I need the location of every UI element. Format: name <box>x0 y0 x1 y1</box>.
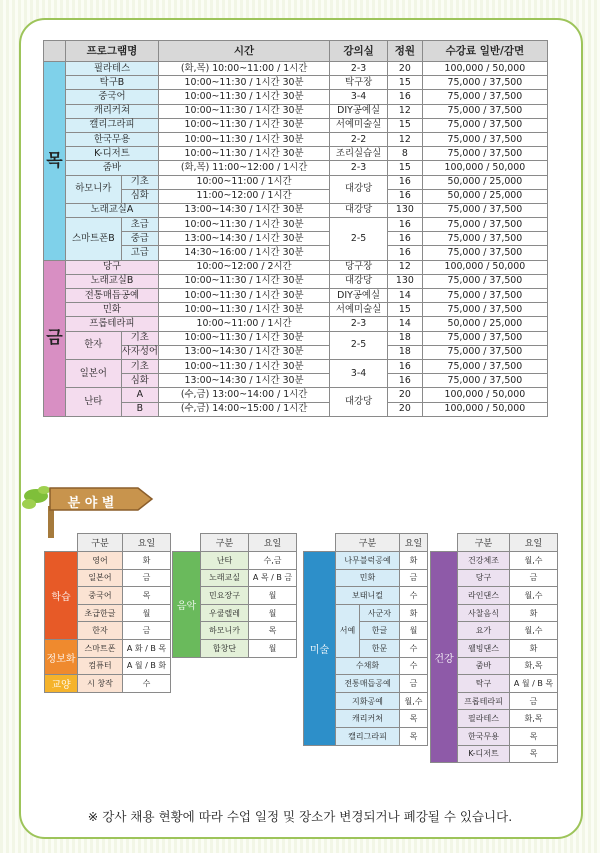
program-capacity: 16 <box>387 246 422 260</box>
class-day: A 목 / B 금 <box>249 569 297 587</box>
class-name: 웰빙댄스 <box>458 639 510 657</box>
sub-header-type: 구분 <box>201 534 249 552</box>
program-level: B <box>121 402 158 416</box>
program-level: 고급 <box>121 246 158 260</box>
program-fee: 50,000 / 25,000 <box>422 317 547 331</box>
class-day: 수 <box>400 639 428 657</box>
table-row <box>44 62 548 76</box>
program-name: 난타 <box>65 388 121 416</box>
class-name: 시 창작 <box>78 675 123 693</box>
program-time: 10:00~11:30 / 1시간 30분 <box>158 132 329 146</box>
program-name: 줌바 <box>65 161 158 175</box>
program-capacity: 16 <box>387 359 422 373</box>
program-fee: 75,000 / 37,500 <box>422 331 547 345</box>
day-label: 목 <box>44 62 66 261</box>
program-room: DIY공예실 <box>330 289 388 303</box>
program-name: 캘리그라피 <box>65 118 158 132</box>
list-item <box>45 675 171 693</box>
class-name: 줌바 <box>458 657 510 675</box>
class-day: 월,수 <box>400 692 428 710</box>
table-row <box>44 118 548 132</box>
class-name: 하모니카 <box>201 622 249 640</box>
program-capacity: 16 <box>387 175 422 189</box>
header-capacity: 정원 <box>387 41 422 62</box>
program-time: 13:00~14:30 / 1시간 30분 <box>158 203 329 217</box>
program-room: 당구장 <box>330 260 388 274</box>
program-capacity: 15 <box>387 161 422 175</box>
class-day: 월,수 <box>510 552 558 570</box>
class-name: 일본어 <box>78 569 123 587</box>
table-row <box>44 203 548 217</box>
program-level: 사자성어 <box>121 345 158 359</box>
class-name: 컴퓨터 <box>78 657 123 675</box>
class-day: 화,목 <box>510 657 558 675</box>
program-room: 대강당 <box>330 175 388 203</box>
program-capacity: 20 <box>387 388 422 402</box>
program-name: 중국어 <box>65 90 158 104</box>
table-row <box>44 90 548 104</box>
list-item <box>431 552 558 570</box>
class-name: 사군자 <box>360 604 400 622</box>
program-capacity: 12 <box>387 104 422 118</box>
class-day: 수 <box>400 587 428 605</box>
category-table-4 <box>430 533 558 763</box>
program-fee: 75,000 / 37,500 <box>422 132 547 146</box>
program-level: 중급 <box>121 232 158 246</box>
table-row <box>44 104 548 118</box>
program-capacity: 16 <box>387 374 422 388</box>
table-row <box>44 274 548 288</box>
program-time: 10:00~11:30 / 1시간 30분 <box>158 118 329 132</box>
program-fee: 100,000 / 50,000 <box>422 62 547 76</box>
program-fee: 75,000 / 37,500 <box>422 246 547 260</box>
class-day: 월 <box>249 639 297 657</box>
list-item <box>173 552 297 570</box>
program-room: DIY공예실 <box>330 104 388 118</box>
header-fee: 수강료 일반/감면 <box>422 41 547 62</box>
sub-header-type: 구분 <box>458 534 510 552</box>
program-name: 탁구B <box>65 76 158 90</box>
program-room: 2-3 <box>330 161 388 175</box>
program-time: 10:00~11:30 / 1시간 30분 <box>158 218 329 232</box>
program-name: 한자 <box>65 331 121 359</box>
program-capacity: 16 <box>387 189 422 203</box>
class-name: 캘리그라피 <box>336 727 400 745</box>
program-time: 10:00~11:30 / 1시간 30분 <box>158 331 329 345</box>
program-time: 10:00~11:30 / 1시간 30분 <box>158 76 329 90</box>
class-day: 금 <box>400 569 428 587</box>
table-row <box>44 303 548 317</box>
category-info: 정보화 <box>45 639 78 674</box>
program-fee: 75,000 / 37,500 <box>422 345 547 359</box>
class-name: 수채화 <box>336 657 400 675</box>
header-time: 시간 <box>158 41 329 62</box>
program-fee: 100,000 / 50,000 <box>422 260 547 274</box>
class-name: 탁구 <box>458 675 510 693</box>
program-time: 10:00~11:30 / 1시간 30분 <box>158 359 329 373</box>
class-day: 화 <box>510 604 558 622</box>
class-day: 월 <box>400 622 428 640</box>
class-day: 금 <box>510 692 558 710</box>
signpost-label: 분 야 별 <box>67 496 115 511</box>
program-name: 스마트폰B <box>65 218 121 261</box>
program-time: 10:00~11:30 / 1시간 30분 <box>158 90 329 104</box>
class-name: 민화 <box>336 569 400 587</box>
table-row <box>44 331 548 345</box>
table-row <box>44 161 548 175</box>
thursday-friday-schedule-table <box>43 40 548 417</box>
class-name: 한글 <box>360 622 400 640</box>
class-day: 목 <box>510 745 558 763</box>
program-fee: 75,000 / 37,500 <box>422 147 547 161</box>
program-fee: 75,000 / 37,500 <box>422 232 547 246</box>
class-name: 사찰음식 <box>458 604 510 622</box>
program-name: 전통매듭공예 <box>65 289 158 303</box>
program-name: 노래교실B <box>65 274 158 288</box>
class-day: 목 <box>249 622 297 640</box>
sub-header-day: 요일 <box>400 534 428 552</box>
class-day: 월,수 <box>510 622 558 640</box>
program-fee: 100,000 / 50,000 <box>422 402 547 416</box>
program-fee: 75,000 / 37,500 <box>422 274 547 288</box>
class-day: 수 <box>400 657 428 675</box>
program-room: 2-3 <box>330 317 388 331</box>
program-fee: 50,000 / 25,000 <box>422 175 547 189</box>
program-room: 서예미술실 <box>330 303 388 317</box>
program-time: 10:00~11:30 / 1시간 30분 <box>158 289 329 303</box>
program-capacity: 12 <box>387 132 422 146</box>
class-day: 금 <box>510 569 558 587</box>
program-fee: 75,000 / 37,500 <box>422 118 547 132</box>
category-table-3 <box>303 533 428 746</box>
program-time: (수,금) 14:00~15:00 / 1시간 <box>158 402 329 416</box>
program-room: 3-4 <box>330 90 388 104</box>
program-level: 기초 <box>121 331 158 345</box>
class-day: 수 <box>123 675 171 693</box>
class-day: 금 <box>123 569 171 587</box>
program-capacity: 16 <box>387 232 422 246</box>
sub-header-day: 요일 <box>510 534 558 552</box>
category-art: 미술 <box>304 552 336 746</box>
program-fee: 75,000 / 37,500 <box>422 218 547 232</box>
class-day: 화 <box>400 604 428 622</box>
category-table-1 <box>44 533 171 693</box>
notice-text: ※ 강사 채용 현황에 따라 수업 일정 및 장소가 변경되거나 폐강될 수 있습니다. <box>87 809 513 824</box>
class-name: 보태니컬 <box>336 587 400 605</box>
class-day: 화 <box>400 552 428 570</box>
program-room: 2-3 <box>330 62 388 76</box>
program-capacity: 8 <box>387 147 422 161</box>
program-name: 노래교실A <box>65 203 158 217</box>
class-name: 필라테스 <box>458 710 510 728</box>
program-name: 일본어 <box>65 359 121 387</box>
program-capacity: 20 <box>387 62 422 76</box>
program-time: (화,목) 11:00~12:00 / 1시간 <box>158 161 329 175</box>
program-fee: 75,000 / 37,500 <box>422 203 547 217</box>
program-time: 14:30~16:00 / 1시간 30분 <box>158 246 329 260</box>
category-culture: 교양 <box>45 675 78 693</box>
class-name: 지화공예 <box>336 692 400 710</box>
program-capacity: 15 <box>387 118 422 132</box>
category-music: 음악 <box>173 552 201 658</box>
class-name: 난타 <box>201 552 249 570</box>
program-time: 10:00~11:00 / 1시간 <box>158 175 329 189</box>
category-health: 건강 <box>431 552 458 763</box>
day-label: 금 <box>44 260 66 416</box>
class-day: 월,수 <box>510 587 558 605</box>
program-level: A <box>121 388 158 402</box>
table-row <box>44 289 548 303</box>
sub-header-day: 요일 <box>123 534 171 552</box>
class-name: 나무블럭공예 <box>336 552 400 570</box>
program-name: 한국무용 <box>65 132 158 146</box>
program-fee: 75,000 / 37,500 <box>422 76 547 90</box>
program-time: 10:00~11:30 / 1시간 30분 <box>158 104 329 118</box>
program-level: 심화 <box>121 374 158 388</box>
program-capacity: 15 <box>387 76 422 90</box>
program-name: K-디저트 <box>65 147 158 161</box>
program-capacity: 16 <box>387 90 422 104</box>
class-day: A 월 / B 목 <box>510 675 558 693</box>
sub-header-type: 구분 <box>336 534 400 552</box>
table-header-row <box>44 41 548 62</box>
program-fee: 75,000 / 37,500 <box>422 289 547 303</box>
program-name: 필라테스 <box>65 62 158 76</box>
list-item <box>45 639 171 657</box>
class-day: 수,금 <box>249 552 297 570</box>
table-row <box>44 147 548 161</box>
program-capacity: 14 <box>387 289 422 303</box>
class-day: 화 <box>123 552 171 570</box>
program-time: 10:00~11:30 / 1시간 30분 <box>158 274 329 288</box>
class-name: 전통매듭공예 <box>336 675 400 693</box>
program-capacity: 20 <box>387 402 422 416</box>
class-day: 목 <box>510 727 558 745</box>
program-fee: 100,000 / 50,000 <box>422 388 547 402</box>
table-row <box>44 359 548 373</box>
list-item <box>45 552 171 570</box>
program-capacity: 18 <box>387 331 422 345</box>
class-day: 금 <box>400 675 428 693</box>
program-time: 10:00~12:00 / 2시간 <box>158 260 329 274</box>
program-room: 2-5 <box>330 331 388 359</box>
program-fee: 75,000 / 37,500 <box>422 90 547 104</box>
program-fee: 75,000 / 37,500 <box>422 374 547 388</box>
program-time: 11:00~12:00 / 1시간 <box>158 189 329 203</box>
table-row <box>44 76 548 90</box>
program-level: 초급 <box>121 218 158 232</box>
program-level: 기초 <box>121 359 158 373</box>
program-capacity: 130 <box>387 203 422 217</box>
table-row <box>44 260 548 274</box>
program-capacity: 18 <box>387 345 422 359</box>
class-day: 목 <box>400 727 428 745</box>
program-room: 조리실습실 <box>330 147 388 161</box>
program-room: 2-2 <box>330 132 388 146</box>
class-name: 프롭테라피 <box>458 692 510 710</box>
program-room: 3-4 <box>330 359 388 387</box>
program-time: 13:00~14:30 / 1시간 30분 <box>158 345 329 359</box>
class-day: 월 <box>249 604 297 622</box>
class-name: 중국어 <box>78 587 123 605</box>
class-day: 금 <box>123 622 171 640</box>
class-name: 라인댄스 <box>458 587 510 605</box>
program-time: 13:00~14:30 / 1시간 30분 <box>158 232 329 246</box>
program-level: 심화 <box>121 189 158 203</box>
class-day: 화 <box>510 639 558 657</box>
program-name: 프롭테라피 <box>65 317 158 331</box>
program-name: 당구 <box>65 260 158 274</box>
table-row <box>44 132 548 146</box>
program-room: 탁구장 <box>330 76 388 90</box>
sub-header-type: 구분 <box>78 534 123 552</box>
program-name: 하모니카 <box>65 175 121 203</box>
table-row <box>44 388 548 402</box>
header-room: 강의실 <box>330 41 388 62</box>
class-name: 요가 <box>458 622 510 640</box>
program-name: 민화 <box>65 303 158 317</box>
program-fee: 75,000 / 37,500 <box>422 303 547 317</box>
sub-group-label: 서예 <box>336 604 360 657</box>
class-day: 목 <box>400 710 428 728</box>
program-time: 10:00~11:00 / 1시간 <box>158 317 329 331</box>
header-day <box>44 41 66 62</box>
category-study: 학습 <box>45 552 78 640</box>
program-room: 대강당 <box>330 274 388 288</box>
program-time: 13:00~14:30 / 1시간 30분 <box>158 374 329 388</box>
class-name: 민요장구 <box>201 587 249 605</box>
program-room: 대강당 <box>330 388 388 416</box>
program-fee: 100,000 / 50,000 <box>422 161 547 175</box>
table-row <box>44 175 548 189</box>
class-name: 당구 <box>458 569 510 587</box>
program-capacity: 14 <box>387 317 422 331</box>
header-program: 프로그램명 <box>65 41 158 62</box>
program-time: (화,목) 10:00~11:00 / 1시간 <box>158 62 329 76</box>
program-capacity: 12 <box>387 260 422 274</box>
class-name: 영어 <box>78 552 123 570</box>
table-row <box>44 218 548 232</box>
class-day: 월 <box>123 604 171 622</box>
class-day: A 화 / B 목 <box>123 639 171 657</box>
class-day: 화,목 <box>510 710 558 728</box>
category-table-2 <box>172 533 297 658</box>
program-fee: 75,000 / 37,500 <box>422 359 547 373</box>
program-room: 2-5 <box>330 218 388 261</box>
class-name: 한국무용 <box>458 727 510 745</box>
class-name: 우쿨렐레 <box>201 604 249 622</box>
program-level: 기초 <box>121 175 158 189</box>
program-room: 대강당 <box>330 203 388 217</box>
class-name: 노래교실 <box>201 569 249 587</box>
sub-header-day: 요일 <box>249 534 297 552</box>
table-row <box>44 317 548 331</box>
program-name: 캐리커쳐 <box>65 104 158 118</box>
class-name: 합창단 <box>201 639 249 657</box>
class-name: 캐리커쳐 <box>336 710 400 728</box>
program-time: (수,금) 13:00~14:00 / 1시간 <box>158 388 329 402</box>
program-fee: 75,000 / 37,500 <box>422 104 547 118</box>
class-day: A 월 / B 화 <box>123 657 171 675</box>
program-capacity: 15 <box>387 303 422 317</box>
program-capacity: 16 <box>387 218 422 232</box>
program-room: 서예미술실 <box>330 118 388 132</box>
class-name: 건강체조 <box>458 552 510 570</box>
program-time: 10:00~11:30 / 1시간 30분 <box>158 147 329 161</box>
program-capacity: 130 <box>387 274 422 288</box>
class-day: 월 <box>249 587 297 605</box>
list-item <box>304 552 428 570</box>
class-name: K-디저트 <box>458 745 510 763</box>
class-name: 한문 <box>360 639 400 657</box>
class-name: 초급한글 <box>78 604 123 622</box>
program-fee: 50,000 / 25,000 <box>422 189 547 203</box>
class-name: 한자 <box>78 622 123 640</box>
program-time: 10:00~11:30 / 1시간 30분 <box>158 303 329 317</box>
class-day: 목 <box>123 587 171 605</box>
class-name: 스마트폰 <box>78 639 123 657</box>
